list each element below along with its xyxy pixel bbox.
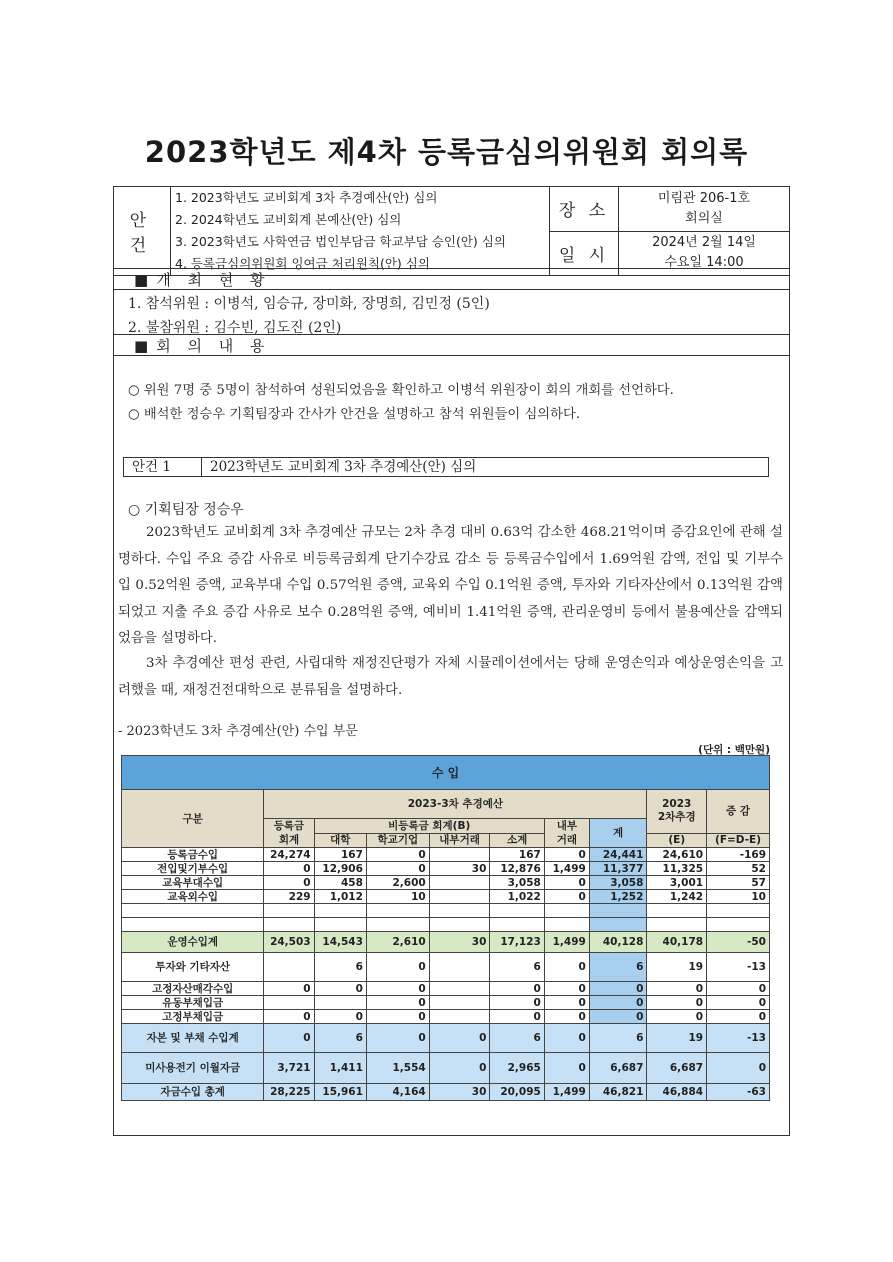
- table-cell: 0: [707, 982, 770, 996]
- agenda-item: 3. 2023학년도 사학연금 법인부담금 학교부담 승인(안) 심의: [175, 234, 506, 249]
- col-internal-line1: 내부: [556, 820, 577, 832]
- table-cell: 12,876: [490, 862, 544, 876]
- table-cell: 0: [490, 982, 544, 996]
- table-row: [122, 1024, 770, 1053]
- table-cell: 0: [490, 1010, 544, 1024]
- place-value: 미림관 206-1호 회의실: [619, 187, 790, 232]
- col-tuition-line2: 회계: [278, 834, 300, 846]
- table-cell: 0: [314, 982, 366, 996]
- section-title: 개 최 현 황: [156, 271, 271, 289]
- table-cell: 46,821: [589, 1084, 647, 1101]
- row-label: 유동부채입금: [122, 996, 264, 1010]
- table-row: [122, 932, 770, 953]
- table-cell: 0: [366, 848, 429, 862]
- table-cell: [264, 996, 314, 1010]
- table-cell: 3,721: [264, 1053, 314, 1084]
- content-line-2: ○ 배석한 정승우 기획팀장과 간사가 안건을 설명하고 참석 위원들이 심의하다.: [128, 407, 581, 422]
- table-row: [122, 1084, 770, 1101]
- table-cell: 0: [589, 996, 647, 1010]
- table-cell: 167: [490, 848, 544, 862]
- table-cell: [314, 996, 366, 1010]
- table-cell: [490, 904, 544, 918]
- table-cell: 0: [264, 982, 314, 996]
- col-univ: 대학: [314, 833, 366, 848]
- table-cell: 40,178: [647, 932, 707, 953]
- table-cell: 24,274: [264, 848, 314, 862]
- table-cell: 3,058: [490, 876, 544, 890]
- table-row: [122, 890, 770, 904]
- row-label: 투자와 기타자산: [122, 953, 264, 982]
- table-cell: 28,225: [264, 1084, 314, 1101]
- page-title: 2023학년도 제4차 등록금심의위원회 회의록: [144, 135, 749, 169]
- table-cell: 2,965: [490, 1053, 544, 1084]
- table-cell: 0: [264, 862, 314, 876]
- table-cell: -13: [707, 1024, 770, 1053]
- table-cell: [647, 904, 707, 918]
- table-cell: 30: [429, 862, 490, 876]
- row-label: 등록금수입: [122, 848, 264, 862]
- table-cell: 0: [589, 1010, 647, 1024]
- agenda-item: 1. 2023학년도 교비회계 3차 추경예산(안) 심의: [175, 190, 438, 205]
- table-cell: 46,884: [647, 1084, 707, 1101]
- table-cell: 11,325: [647, 862, 707, 876]
- table-cell: 6,687: [647, 1053, 707, 1084]
- table-cell: [544, 904, 589, 918]
- absentees: 2. 불참위원 : 김수빈, 김도진 (2인): [128, 320, 342, 336]
- table-cell: 0: [429, 1024, 490, 1053]
- table-cell: 2,600: [366, 876, 429, 890]
- table-cell: [429, 953, 490, 982]
- table-cell: 6: [589, 953, 647, 982]
- table-cell: [429, 1010, 490, 1024]
- blank-row: [122, 904, 770, 918]
- table-cell: 1,411: [314, 1053, 366, 1084]
- speaker: ○ 기획팀장 정승우: [128, 502, 244, 518]
- col-group: 2023-3차 추경예산: [264, 790, 647, 819]
- row-label: 교육부대수입: [122, 876, 264, 890]
- table-cell: 1,499: [544, 932, 589, 953]
- table-cell: 0: [647, 1010, 707, 1024]
- table-row: [122, 1010, 770, 1024]
- table-cell: 3,058: [589, 876, 647, 890]
- row-label: 고정부채입금: [122, 1010, 264, 1024]
- table-cell: 0: [264, 1010, 314, 1024]
- row-label: 미사용전기 이월자금: [122, 1053, 264, 1084]
- section-header-content: [114, 334, 789, 356]
- table-cell: 17,123: [490, 932, 544, 953]
- col-2023: [647, 790, 707, 834]
- table-cell: [366, 918, 429, 932]
- row-label: 자금수입 총계: [122, 1084, 264, 1101]
- place-label: 장 소: [550, 187, 619, 232]
- table-cell: 6: [314, 953, 366, 982]
- table-cell: 0: [544, 996, 589, 1010]
- table-cell: 229: [264, 890, 314, 904]
- table-cell: [429, 982, 490, 996]
- table-cell: 1,499: [544, 1084, 589, 1101]
- table-cell: [707, 918, 770, 932]
- col-inner: 내부거래: [429, 833, 490, 848]
- agenda-item: 2. 2024학년도 교비회계 본예산(안) 심의: [175, 212, 402, 227]
- agenda-list: [171, 187, 550, 276]
- table-cell: 0: [366, 953, 429, 982]
- col-internal-line2: 거래: [556, 834, 577, 846]
- table-cell: 0: [707, 1053, 770, 1084]
- table-cell: 0: [366, 1010, 429, 1024]
- row-label: 자본 및 부채 수입계: [122, 1024, 264, 1053]
- agenda1-box: [123, 457, 769, 477]
- table-cell: 3,001: [647, 876, 707, 890]
- table-caption: - 2023학년도 3차 추경예산(안) 수입 부문: [118, 724, 358, 739]
- table-cell: -169: [707, 848, 770, 862]
- table-cell: 1,022: [490, 890, 544, 904]
- table-cell: 6: [490, 953, 544, 982]
- table-cell: [490, 918, 544, 932]
- table-cell: 0: [314, 1010, 366, 1024]
- table-cell: 10: [707, 890, 770, 904]
- table-cell: 11,377: [589, 862, 647, 876]
- agenda1-label: 안건 1: [124, 458, 202, 476]
- table-cell: 0: [647, 996, 707, 1010]
- table-cell: 0: [544, 1053, 589, 1084]
- table-cell: 57: [707, 876, 770, 890]
- table-cell: 1,554: [366, 1053, 429, 1084]
- table-cell: [264, 953, 314, 982]
- table-cell: 6: [490, 1024, 544, 1053]
- row-label: 전입및기부수입: [122, 862, 264, 876]
- table-row: [122, 1053, 770, 1084]
- table-cell: 24,610: [647, 848, 707, 862]
- table-cell: 0: [647, 982, 707, 996]
- table-row: [122, 862, 770, 876]
- table-cell: 0: [589, 982, 647, 996]
- col-internal: [544, 819, 589, 848]
- table-cell: 40,128: [589, 932, 647, 953]
- table-cell: 14,543: [314, 932, 366, 953]
- table-cell: [264, 918, 314, 932]
- col-total: 계: [589, 819, 647, 848]
- explanation-paragraph-1: 2023학년도 교비회계 3차 추경예산 규모는 2차 추경 대비 0.63억 감소한 468.21억이며 증감요인에 관해 설명하다. 수입 주요 증감 사유로 비등록금회계 단기수강료 감소 등 등록금수입에서 1.69억원 감액, 전입 및 기부수입 0.52억원 증액, 교육부대 수입 0.57억원 증액, 교육외 수입 0.1억원 증액, 투자와 기타자산에서 0.13억원 감액되었고 지출 주요 증감 사유로 보수 0.28억원 증액, 예비비 1.41억원 증액, 관리운영비 등에서 불용예산을 감액되었음을 설명하다.: [118, 525, 783, 646]
- table-cell: 0: [544, 876, 589, 890]
- col-nontuition: 비등록금 회계(B): [314, 819, 544, 834]
- table-cell: [429, 848, 490, 862]
- table-cell: [429, 918, 490, 932]
- table-cell: 0: [366, 1024, 429, 1053]
- table-cell: 0: [707, 996, 770, 1010]
- explanation-paragraph-2: 3차 추경예산 편성 관련, 사립대학 재정진단평가 자체 시뮬레이션에서는 당해 운영손익과 예상운영손익을 고려했을 때, 재정건전대학으로 분류됨을 설명하다.: [118, 656, 783, 698]
- col-e: (E): [647, 833, 707, 848]
- meeting-header-table: [113, 186, 790, 276]
- table-cell: [122, 918, 264, 932]
- table-cell: [544, 918, 589, 932]
- revenue-table: [121, 755, 770, 1101]
- table-cell: 0: [490, 996, 544, 1010]
- table-cell: 1,252: [589, 890, 647, 904]
- row-label: 고정자산매각수입: [122, 982, 264, 996]
- table-cell: [647, 918, 707, 932]
- col-corp: 학교기업: [366, 833, 429, 848]
- table-cell: 458: [314, 876, 366, 890]
- col-gubun: 구분: [122, 790, 264, 848]
- table-cell: [589, 918, 647, 932]
- agenda-item: 4. 등록금심의위원회 잉여금 처리원칙(안) 심의: [175, 256, 430, 271]
- section-header-status: [114, 268, 789, 290]
- table-cell: [429, 904, 490, 918]
- table-row: [122, 996, 770, 1010]
- section-marker: ■: [134, 337, 149, 355]
- table-cell: 12,906: [314, 862, 366, 876]
- table-cell: 0: [429, 1053, 490, 1084]
- table-banner: 수 입: [122, 756, 770, 790]
- col-2023-line2: 2차추경: [657, 811, 696, 824]
- table-cell: 1,242: [647, 890, 707, 904]
- table-row: [122, 982, 770, 996]
- table-cell: 2,610: [366, 932, 429, 953]
- unit-label: (단위 : 백만원): [698, 744, 770, 756]
- table-cell: 52: [707, 862, 770, 876]
- table-cell: 19: [647, 1024, 707, 1053]
- table-cell: [429, 996, 490, 1010]
- table-row: [122, 848, 770, 862]
- table-cell: 0: [264, 1024, 314, 1053]
- table-cell: [314, 918, 366, 932]
- table-cell: 0: [366, 982, 429, 996]
- col-subtotal: 소계: [490, 833, 544, 848]
- table-cell: 0: [544, 848, 589, 862]
- agenda1-title: 2023학년도 교비회계 3차 추경예산(안) 심의: [210, 459, 477, 475]
- table-cell: 0: [366, 862, 429, 876]
- table-row: [122, 953, 770, 982]
- col-change: 증 감: [707, 790, 770, 834]
- table-cell: 167: [314, 848, 366, 862]
- row-label: 운영수입계: [122, 932, 264, 953]
- table-row: [122, 876, 770, 890]
- col-fde: (F=D-E): [707, 833, 770, 848]
- table-cell: 10: [366, 890, 429, 904]
- table-cell: [122, 904, 264, 918]
- table-cell: [314, 904, 366, 918]
- table-cell: 0: [707, 1010, 770, 1024]
- table-cell: 6: [314, 1024, 366, 1053]
- col-tuition-line1: 등록금: [273, 820, 305, 832]
- table-cell: [429, 890, 490, 904]
- table-cell: [366, 904, 429, 918]
- table-cell: 6,687: [589, 1053, 647, 1084]
- table-cell: 6: [589, 1024, 647, 1053]
- table-cell: 0: [544, 890, 589, 904]
- section-marker: ■: [134, 271, 149, 289]
- table-cell: 15,961: [314, 1084, 366, 1101]
- table-cell: -63: [707, 1084, 770, 1101]
- table-cell: 0: [264, 876, 314, 890]
- table-cell: 0: [544, 1010, 589, 1024]
- col-tuition: [264, 819, 314, 848]
- table-cell: 1,499: [544, 862, 589, 876]
- table-cell: [429, 876, 490, 890]
- table-cell: [589, 904, 647, 918]
- attendees: 1. 참석위원 : 이병석, 임승규, 장미화, 장명희, 김민정 (5인): [128, 296, 490, 312]
- table-cell: 24,441: [589, 848, 647, 862]
- table-cell: -13: [707, 953, 770, 982]
- table-cell: 19: [647, 953, 707, 982]
- table-cell: 0: [366, 996, 429, 1010]
- table-cell: 30: [429, 932, 490, 953]
- date-value: 2024년 2월 14일 수요일 14:00: [619, 231, 790, 276]
- row-label: 교육외수입: [122, 890, 264, 904]
- agenda-label: 안 건: [114, 187, 171, 276]
- content-line-1: ○ 위원 7명 중 5명이 참석하여 성원되었음을 확인하고 이병석 위원장이 회의 개회를 선언하다.: [128, 383, 674, 398]
- date-label: 일 시: [550, 231, 619, 276]
- table-cell: 20,095: [490, 1084, 544, 1101]
- table-cell: 1,012: [314, 890, 366, 904]
- table-cell: 30: [429, 1084, 490, 1101]
- table-cell: [707, 904, 770, 918]
- blank-row: [122, 918, 770, 932]
- table-cell: 0: [544, 953, 589, 982]
- table-cell: [264, 904, 314, 918]
- table-cell: 0: [544, 982, 589, 996]
- table-cell: 24,503: [264, 932, 314, 953]
- section-title: 회 의 내 용: [156, 337, 271, 355]
- table-cell: 0: [544, 1024, 589, 1053]
- table-cell: -50: [707, 932, 770, 953]
- col-2023-line1: 2023: [662, 798, 692, 811]
- table-cell: 4,164: [366, 1084, 429, 1101]
